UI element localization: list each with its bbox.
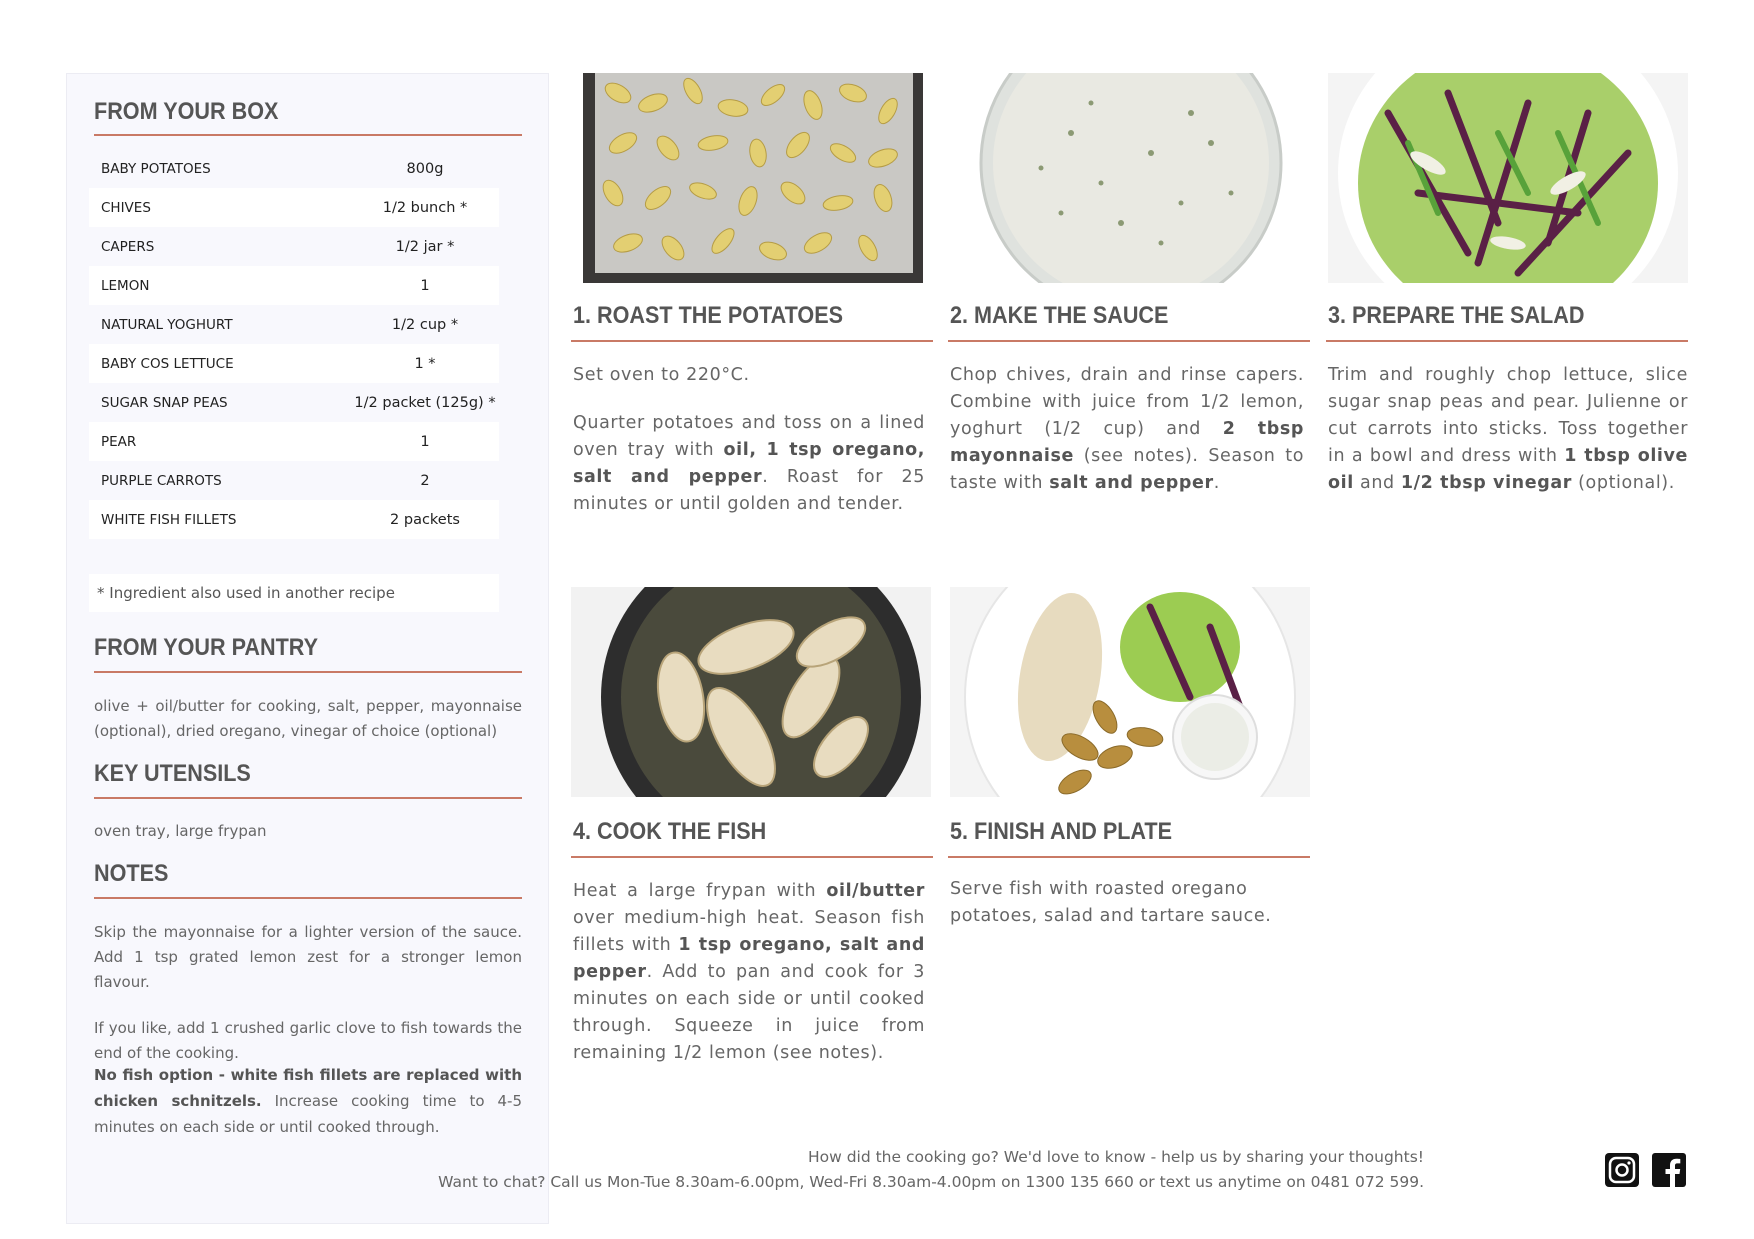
note-no-fish-bold: No fish option - white fish fillets are replaced with chicken schnitzels.	[94, 1066, 522, 1110]
ingredient-qty: 1/2 bunch *	[382, 199, 468, 216]
ingredient-qty: 1/2 packet (125g) *	[354, 394, 496, 411]
step-2-e: .	[1213, 473, 1220, 493]
step-1-rule	[571, 340, 933, 342]
sauce-bowl-photo	[951, 73, 1311, 283]
step-4-c: over medium-high heat. Season fish fillets with	[573, 908, 925, 955]
ingredient-qty: 2	[420, 472, 430, 489]
step-1-p2-bold: oil, 1 tsp oregano, salt and pepper	[573, 440, 925, 487]
step-3-c: and	[1353, 473, 1401, 493]
ingredient-name: PURPLE CARROTS	[101, 472, 222, 489]
from-your-pantry-title: FROM YOUR PANTRY	[94, 634, 319, 661]
ingredients-sidebar	[66, 73, 549, 1224]
step-3-a: Trim and roughly chop lettuce, slice sugar snap peas and pear. Julienne or cut carrots into sticks. Toss together in a bowl and dress with	[1328, 365, 1688, 466]
step-1-p2-c: . Roast for 25 minutes or until golden and tender.	[573, 467, 925, 514]
ingredient-qty: 1	[420, 277, 430, 294]
note-garlic: If you like, add 1 crushed garlic clove to fish towards the end of the cooking.	[94, 1019, 522, 1062]
ingredient-name: CHIVES	[101, 199, 151, 216]
box-title-rule	[94, 134, 522, 136]
step-2-text	[950, 362, 1304, 518]
step-3-bold-1: 1 tbsp olive oil	[1328, 446, 1688, 493]
ingredient-qty: 1/2 cup *	[391, 316, 459, 333]
pantry-title-rule	[94, 671, 522, 673]
step-1-text	[573, 362, 925, 539]
step-5-title: 5. FINISH AND PLATE	[950, 818, 1173, 845]
facebook-icon[interactable]	[1651, 1152, 1687, 1188]
ingredient-row	[89, 305, 499, 344]
ingredient-name: NATURAL YOGHURT	[101, 316, 233, 333]
key-utensils-title: KEY UTENSILS	[94, 760, 251, 787]
ingredient-row	[89, 227, 499, 266]
notes-title: NOTES	[94, 860, 169, 887]
ingredient-name: SUGAR SNAP PEAS	[101, 394, 228, 411]
step-4-e: . Add to pan and cook for 3 minutes on each side or until cooked through. Squeeze in juice from remaining 1/2 lemon (see notes).	[573, 962, 925, 1063]
ingredient-qty: 1	[420, 433, 430, 450]
contact-line: Want to chat? Call us Mon-Tue 8.30am-6.00pm, Wed-Fri 8.30am-4.00pm on 1300 135 660 or text us anytime on 0481 072 599.	[438, 1173, 1424, 1191]
ingredient-name: CAPERS	[101, 238, 155, 255]
step-4-title: 4. COOK THE FISH	[573, 818, 767, 845]
ingredient-qty: 1/2 jar *	[395, 238, 455, 255]
step-4-bold-2: 1 tsp oregano, salt and pepper	[573, 935, 925, 982]
ingredient-row	[89, 383, 499, 422]
step-5-text	[950, 876, 1312, 951]
step-5-p: Serve fish with roasted oregano potatoes, salad and tartare sauce.	[950, 879, 1272, 926]
step-4-bold-1: oil/butter	[826, 881, 925, 901]
ingredient-row	[89, 188, 499, 227]
ingredient-table	[89, 149, 499, 539]
ingredient-row	[89, 266, 499, 305]
step-2-title: 2. MAKE THE SAUCE	[950, 302, 1169, 329]
step-3-bold-2: 1/2 tbsp vinegar	[1400, 473, 1572, 493]
ingredient-row	[89, 344, 499, 383]
ingredient-row	[89, 461, 499, 500]
step-2-c: (see notes). Season to taste with	[950, 446, 1304, 493]
step-1-p2	[573, 410, 925, 518]
step-1-title: 1. ROAST THE POTATOES	[573, 302, 844, 329]
step-3-title: 3. PREPARE THE SALAD	[1328, 302, 1585, 329]
utensils-title-rule	[94, 797, 522, 799]
cook-fish-photo	[571, 587, 931, 797]
ingredient-name: LEMON	[101, 277, 150, 294]
step-4-rule	[571, 856, 933, 858]
step-4-p	[573, 878, 925, 1067]
notes-title-rule	[94, 897, 522, 899]
ingredient-row	[89, 422, 499, 461]
utensils-text: oven tray, large frypan	[94, 822, 267, 840]
step-3-text	[1328, 362, 1688, 518]
roast-potatoes-photo	[573, 73, 933, 283]
feedback-footer	[438, 1145, 1424, 1195]
salad-photo	[1328, 73, 1688, 283]
step-3-rule	[1326, 340, 1688, 342]
step-2-bold-1: 2 tbsp mayonnaise	[950, 419, 1304, 466]
finish-plate-photo	[950, 587, 1310, 797]
step-3-e: (optional).	[1571, 473, 1675, 493]
ingredient-qty: 800g	[406, 160, 444, 177]
ingredient-row	[89, 149, 499, 188]
ingredient-name: WHITE FISH FILLETS	[101, 511, 237, 528]
from-your-box-title: FROM YOUR BOX	[94, 98, 279, 125]
step-4-a: Heat a large frypan with	[573, 881, 827, 901]
ingredient-name: BABY COS LETTUCE	[101, 355, 234, 372]
ingredient-name: BABY POTATOES	[101, 160, 211, 177]
ingredient-qty: 2 packets	[390, 511, 460, 528]
step-4-text	[573, 878, 925, 1088]
step-3-p	[1328, 362, 1688, 497]
ingredient-name: PEAR	[101, 433, 137, 450]
step-2-p	[950, 362, 1304, 497]
note-no-fish-rest: Increase cooking time to 4-5 minutes on each side or until cooked through.	[94, 1092, 522, 1136]
feedback-line: How did the cooking go? We'd love to know - help us by sharing your thoughts!	[807, 1148, 1424, 1166]
step-2-bold-2: salt and pepper	[1049, 473, 1214, 493]
ingredient-row	[89, 500, 499, 539]
ingredient-qty: 1 *	[414, 355, 436, 372]
note-no-fish	[94, 1062, 522, 1140]
step-2-rule	[948, 340, 1310, 342]
pantry-text: olive + oil/butter for cooking, salt, pepper, mayonnaise (optional), dried oregano, vinegar of choice (optional)	[94, 697, 522, 740]
step-2-a: Chop chives, drain and rinse capers. Combine with juice from 1/2 lemon, yoghurt (1/2 cup) and	[950, 365, 1304, 439]
step-1-p1: Set oven to 220°C.	[573, 365, 750, 385]
instagram-icon[interactable]	[1604, 1152, 1640, 1188]
ingredient-footnote: * Ingredient also used in another recipe	[89, 574, 499, 612]
step-1-p2-a: Quarter potatoes and toss on a lined oven tray with	[573, 413, 925, 460]
note-lemon-zest: Skip the mayonnaise for a lighter version of the sauce. Add 1 tsp grated lemon zest for a stronger lemon flavour.	[94, 923, 522, 991]
step-5-rule	[948, 856, 1310, 858]
